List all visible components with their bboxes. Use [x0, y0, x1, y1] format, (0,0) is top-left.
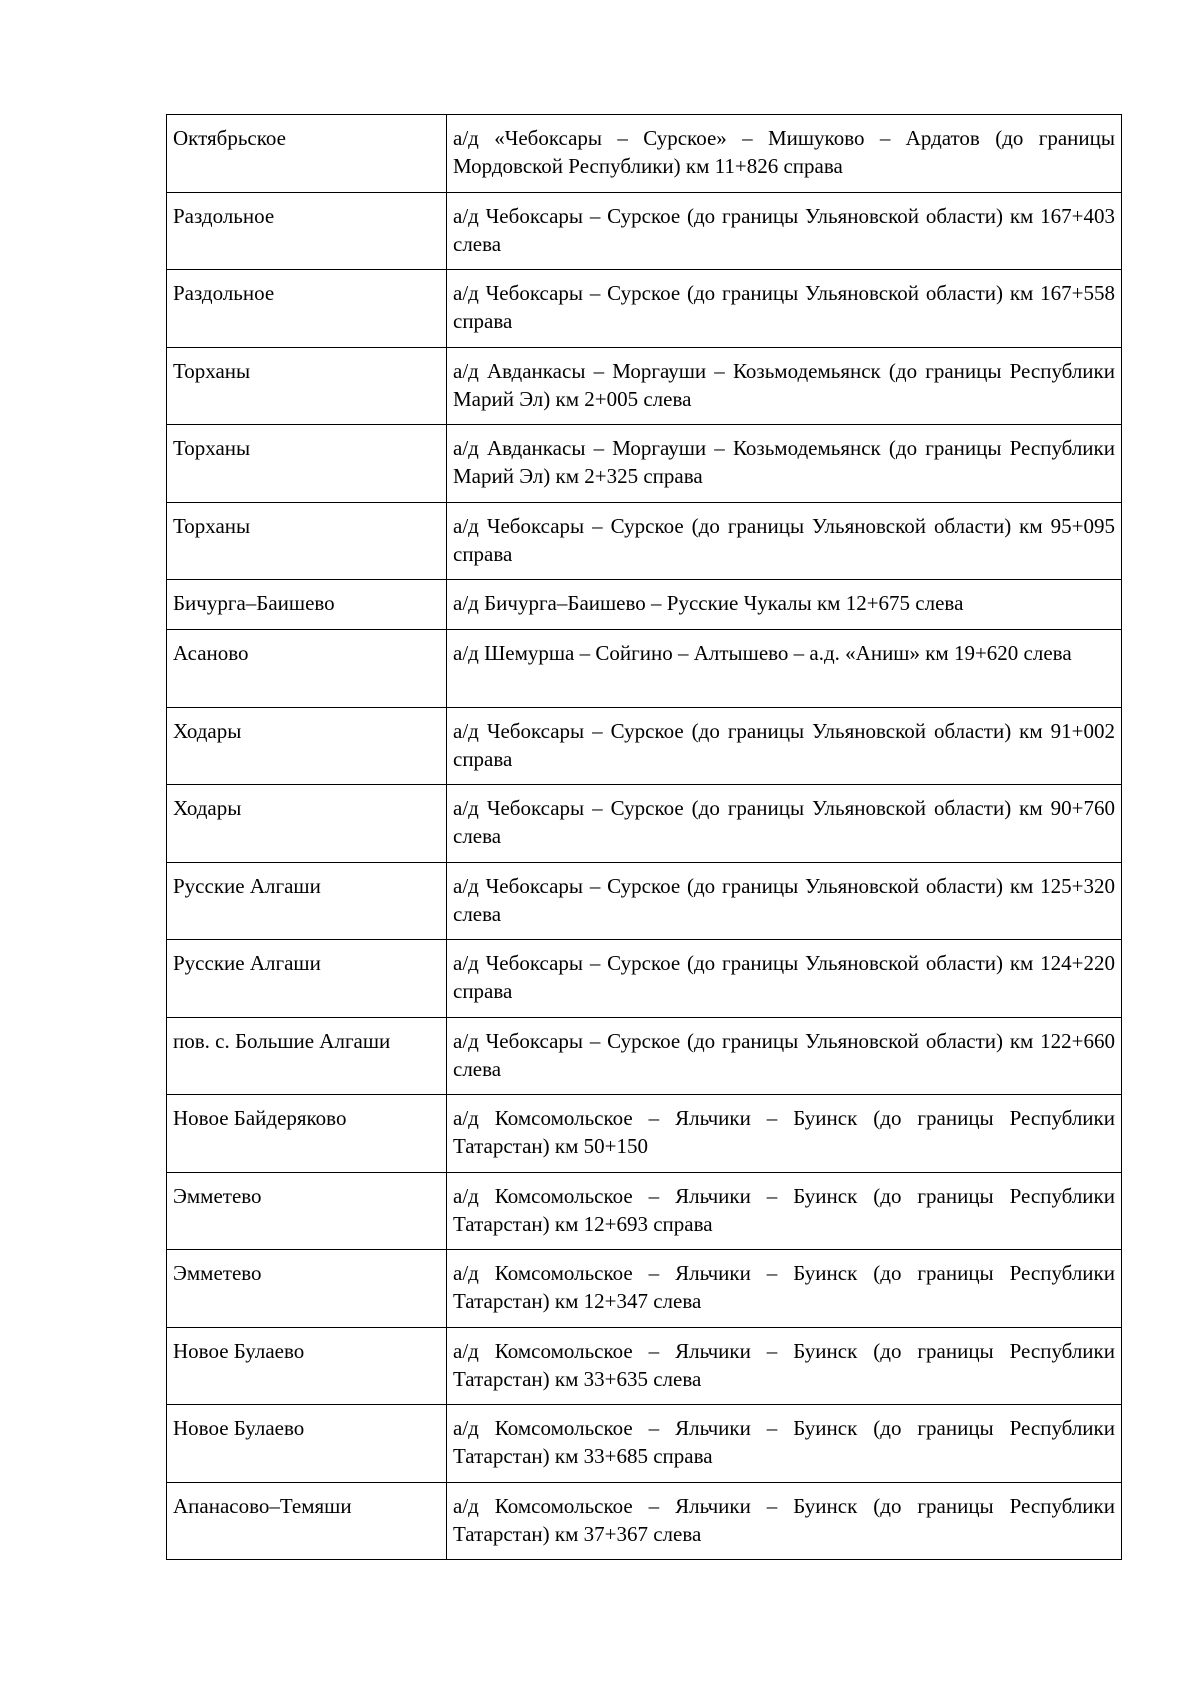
stop-name-cell: Апанасово–Темяши — [167, 1482, 447, 1560]
table-row — [167, 630, 1122, 708]
table-row — [167, 862, 1122, 940]
road-location-cell: а/д Комсомольское – Яльчики – Буинск (до границы Республики Татарстан) км 33+635 слева — [447, 1327, 1122, 1405]
table-row — [167, 1482, 1122, 1560]
table-row — [167, 580, 1122, 630]
table-row — [167, 347, 1122, 425]
stop-name-cell: пов. с. Большие Алгаши — [167, 1017, 447, 1095]
stop-name-cell: Ходары — [167, 785, 447, 863]
bus-stops-table — [166, 114, 1122, 1560]
road-location-cell: а/д Комсомольское – Яльчики – Буинск (до границы Республики Татарстан) км 50+150 — [447, 1095, 1122, 1173]
road-location-cell: а/д Чебоксары – Сурское (до границы Ульяновской области) км 125+320 слева — [447, 862, 1122, 940]
stop-name-cell: Торханы — [167, 425, 447, 503]
table-row — [167, 1095, 1122, 1173]
stop-name-cell: Торханы — [167, 347, 447, 425]
table-row — [167, 270, 1122, 348]
table-row — [167, 1017, 1122, 1095]
road-location-cell: а/д Чебоксары – Сурское (до границы Ульяновской области) км 90+760 слева — [447, 785, 1122, 863]
table-row — [167, 1327, 1122, 1405]
stop-name-cell: Новое Булаево — [167, 1405, 447, 1483]
table-row — [167, 785, 1122, 863]
stop-name-cell: Ходары — [167, 707, 447, 785]
road-location-cell: а/д Чебоксары – Сурское (до границы Ульяновской области) км 91+002 справа — [447, 707, 1122, 785]
road-location-cell: а/д Чебоксары – Сурское (до границы Ульяновской области) км 95+095 справа — [447, 502, 1122, 580]
road-location-cell: а/д Комсомольское – Яльчики – Буинск (до границы Республики Татарстан) км 37+367 слева — [447, 1482, 1122, 1560]
table-row — [167, 940, 1122, 1018]
stop-name-cell: Торханы — [167, 502, 447, 580]
table-row — [167, 1250, 1122, 1328]
road-location-cell: а/д Чебоксары – Сурское (до границы Ульяновской области) км 167+403 слева — [447, 192, 1122, 270]
stop-name-cell: Русские Алгаши — [167, 940, 447, 1018]
table-row — [167, 192, 1122, 270]
road-location-cell: а/д Авданкасы – Моргауши – Козьмодемьянск (до границы Республики Марий Эл) км 2+325 справа — [447, 425, 1122, 503]
stop-name-cell: Асаново — [167, 630, 447, 708]
table-row — [167, 1172, 1122, 1250]
road-location-cell: а/д Бичурга–Баишево – Русские Чукалы км 12+675 слева — [447, 580, 1122, 630]
road-location-cell: а/д Чебоксары – Сурское (до границы Ульяновской области) км 122+660 слева — [447, 1017, 1122, 1095]
road-location-cell: а/д Чебоксары – Сурское (до границы Ульяновской области) км 124+220 справа — [447, 940, 1122, 1018]
table-row — [167, 425, 1122, 503]
road-location-cell: а/д Комсомольское – Яльчики – Буинск (до границы Республики Татарстан) км 33+685 справа — [447, 1405, 1122, 1483]
table-row — [167, 502, 1122, 580]
stop-name-cell: Раздольное — [167, 192, 447, 270]
road-location-cell: а/д Шемурша – Сойгино – Алтышево – а.д. «Аниш» км 19+620 слева — [447, 630, 1122, 708]
table-row — [167, 707, 1122, 785]
stop-name-cell: Раздольное — [167, 270, 447, 348]
bus-stops-table-body — [167, 115, 1122, 1560]
road-location-cell: а/д Комсомольское – Яльчики – Буинск (до границы Республики Татарстан) км 12+347 слева — [447, 1250, 1122, 1328]
table-row — [167, 115, 1122, 193]
road-location-cell: а/д «Чебоксары – Сурское» – Мишуково – Ардатов (до границы Мордовской Республики) км 11+826 справа — [447, 115, 1122, 193]
document-page — [166, 114, 1121, 1560]
stop-name-cell: Русские Алгаши — [167, 862, 447, 940]
stop-name-cell: Новое Байдеряково — [167, 1095, 447, 1173]
stop-name-cell: Новое Булаево — [167, 1327, 447, 1405]
road-location-cell: а/д Комсомольское – Яльчики – Буинск (до границы Республики Татарстан) км 12+693 справа — [447, 1172, 1122, 1250]
stop-name-cell: Бичурга–Баишево — [167, 580, 447, 630]
road-location-cell: а/д Авданкасы – Моргауши – Козьмодемьянск (до границы Республики Марий Эл) км 2+005 слева — [447, 347, 1122, 425]
stop-name-cell: Эмметево — [167, 1250, 447, 1328]
road-location-cell: а/д Чебоксары – Сурское (до границы Ульяновской области) км 167+558 справа — [447, 270, 1122, 348]
stop-name-cell: Октябрьское — [167, 115, 447, 193]
table-row — [167, 1405, 1122, 1483]
stop-name-cell: Эмметево — [167, 1172, 447, 1250]
